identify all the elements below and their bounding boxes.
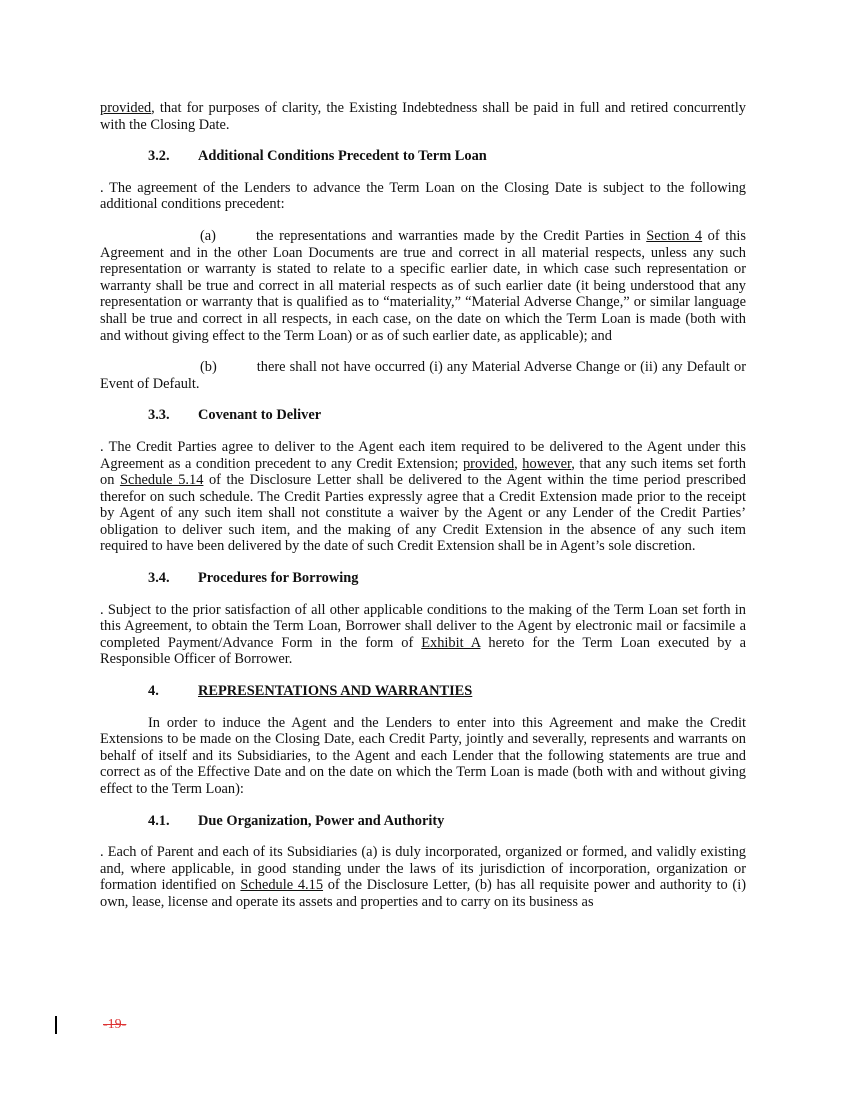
section-3-4-heading: 3.4. Procedures for Borrowing [148,570,359,587]
section-3-4-body: . Subject to the prior satisfaction of all other applicable conditions to the making of the Term Loan set forth in this Agreement, to obtain the Term Loan, Borrower shall deliver to the Agent by electronic mail or facsimile a completed Payment/Advance Form in the form of Exhibit A hereto for the Term Loan executed by a Responsible Officer of Borrower. [100,601,746,668]
section-4-heading: 4. REPRESENTATIONS AND WARRANTIES [148,683,473,700]
section-3-3-heading: 3.3. Covenant to Deliver [148,407,322,424]
section-4-1-heading: 4.1. Due Organization, Power and Authority [148,812,445,829]
section-3-2-body: . The agreement of the Lenders to advance the Term Loan on the Closing Date is subject to the following additional conditions precedent: [100,179,746,213]
section-3-2-heading: 3.2. Additional Conditions Precedent to Term Loan [148,148,487,165]
change-bar [55,1016,57,1034]
section-4-reference: Section 4 [646,227,703,244]
section-4-body: In order to induce the Agent and the Lenders to enter into this Agreement and make the Credit Extensions to be made on the Closing Date, each Credit Party, jointly and severally, represents and warrants on behalf of itself and its Subsidiaries, to the Agent and each Lender that the following statements are true and correct as of the Effective Date and on the date on which the Term Loan is made (both with and without giving effect to the Term Loan): [100,714,746,797]
schedule-4-15-reference: Schedule 4.15 [240,877,324,894]
intro-paragraph: provided, that for purposes of clarity, the Existing Indebtedness shall be paid in full and retired concurrently with the Closing Date. [100,100,746,133]
exhibit-a-reference: Exhibit A [421,634,481,651]
provided-term: provided [100,100,152,116]
page-number: -19- [103,1017,127,1032]
section-3-3-body: . The Credit Parties agree to deliver to the Agent each item required to be delivered to the Agent under this Agreement as a condition precedent to any Credit Extension; provided, however, that any such items set forth on Schedule 5.14 of the Disclosure Letter shall be delivered to the Agent within the time period prescribed therefor on such schedule. The Credit Parties expressly agree that a Credit Extension made prior to the receipt by Agent of any such item shall not constitute a waiver by the Agent or any Lender of the Credit Parties’ obligation to deliver such item, and the making of any Credit Extension in the absence of any such item required to have been delivered by the date of such Credit Extension shall be in Agent’s sole discretion. [100,438,747,555]
document-page [100,100,746,926]
clause-3-2-a: (a) the representations and warranties made by the Credit Parties in Section 4 of this Agreement and in the other Loan Documents are true and correct in all material respects, unless any such representation or warranty is stated to relate to a specific earlier date, in which case such representation or warranty shall be true and correct in all material respects as of such earlier date (it being understood that any representation or warranty that is qualified as to “materiality,” “Material Adverse Change,” or similar language shall be true and correct in all respects, in each case, on the date on which the Term Loan is made (both with and without giving effect to the Term Loan) or as of such earlier date, as applicable); and [100,227,746,344]
schedule-5-14-reference: Schedule 5.14 [119,472,204,489]
page-footer [55,1016,175,1034]
clause-3-2-b: (b) there shall not have occurred (i) any Material Adverse Change or (ii) any Default or Event of Default. [100,359,746,392]
section-4-1-body: . Each of Parent and each of its Subsidiaries (a) is duly incorporated, organized or formed, and validly existing and, where applicable, in good standing under the laws of its jurisdiction of incorporation, organization or formation identified on Schedule 4.15 of the Disclosure Letter, (b) has all requisite power and authority to (i) own, lease, license and operate its assets and properties and to carry on its business as [100,844,746,910]
